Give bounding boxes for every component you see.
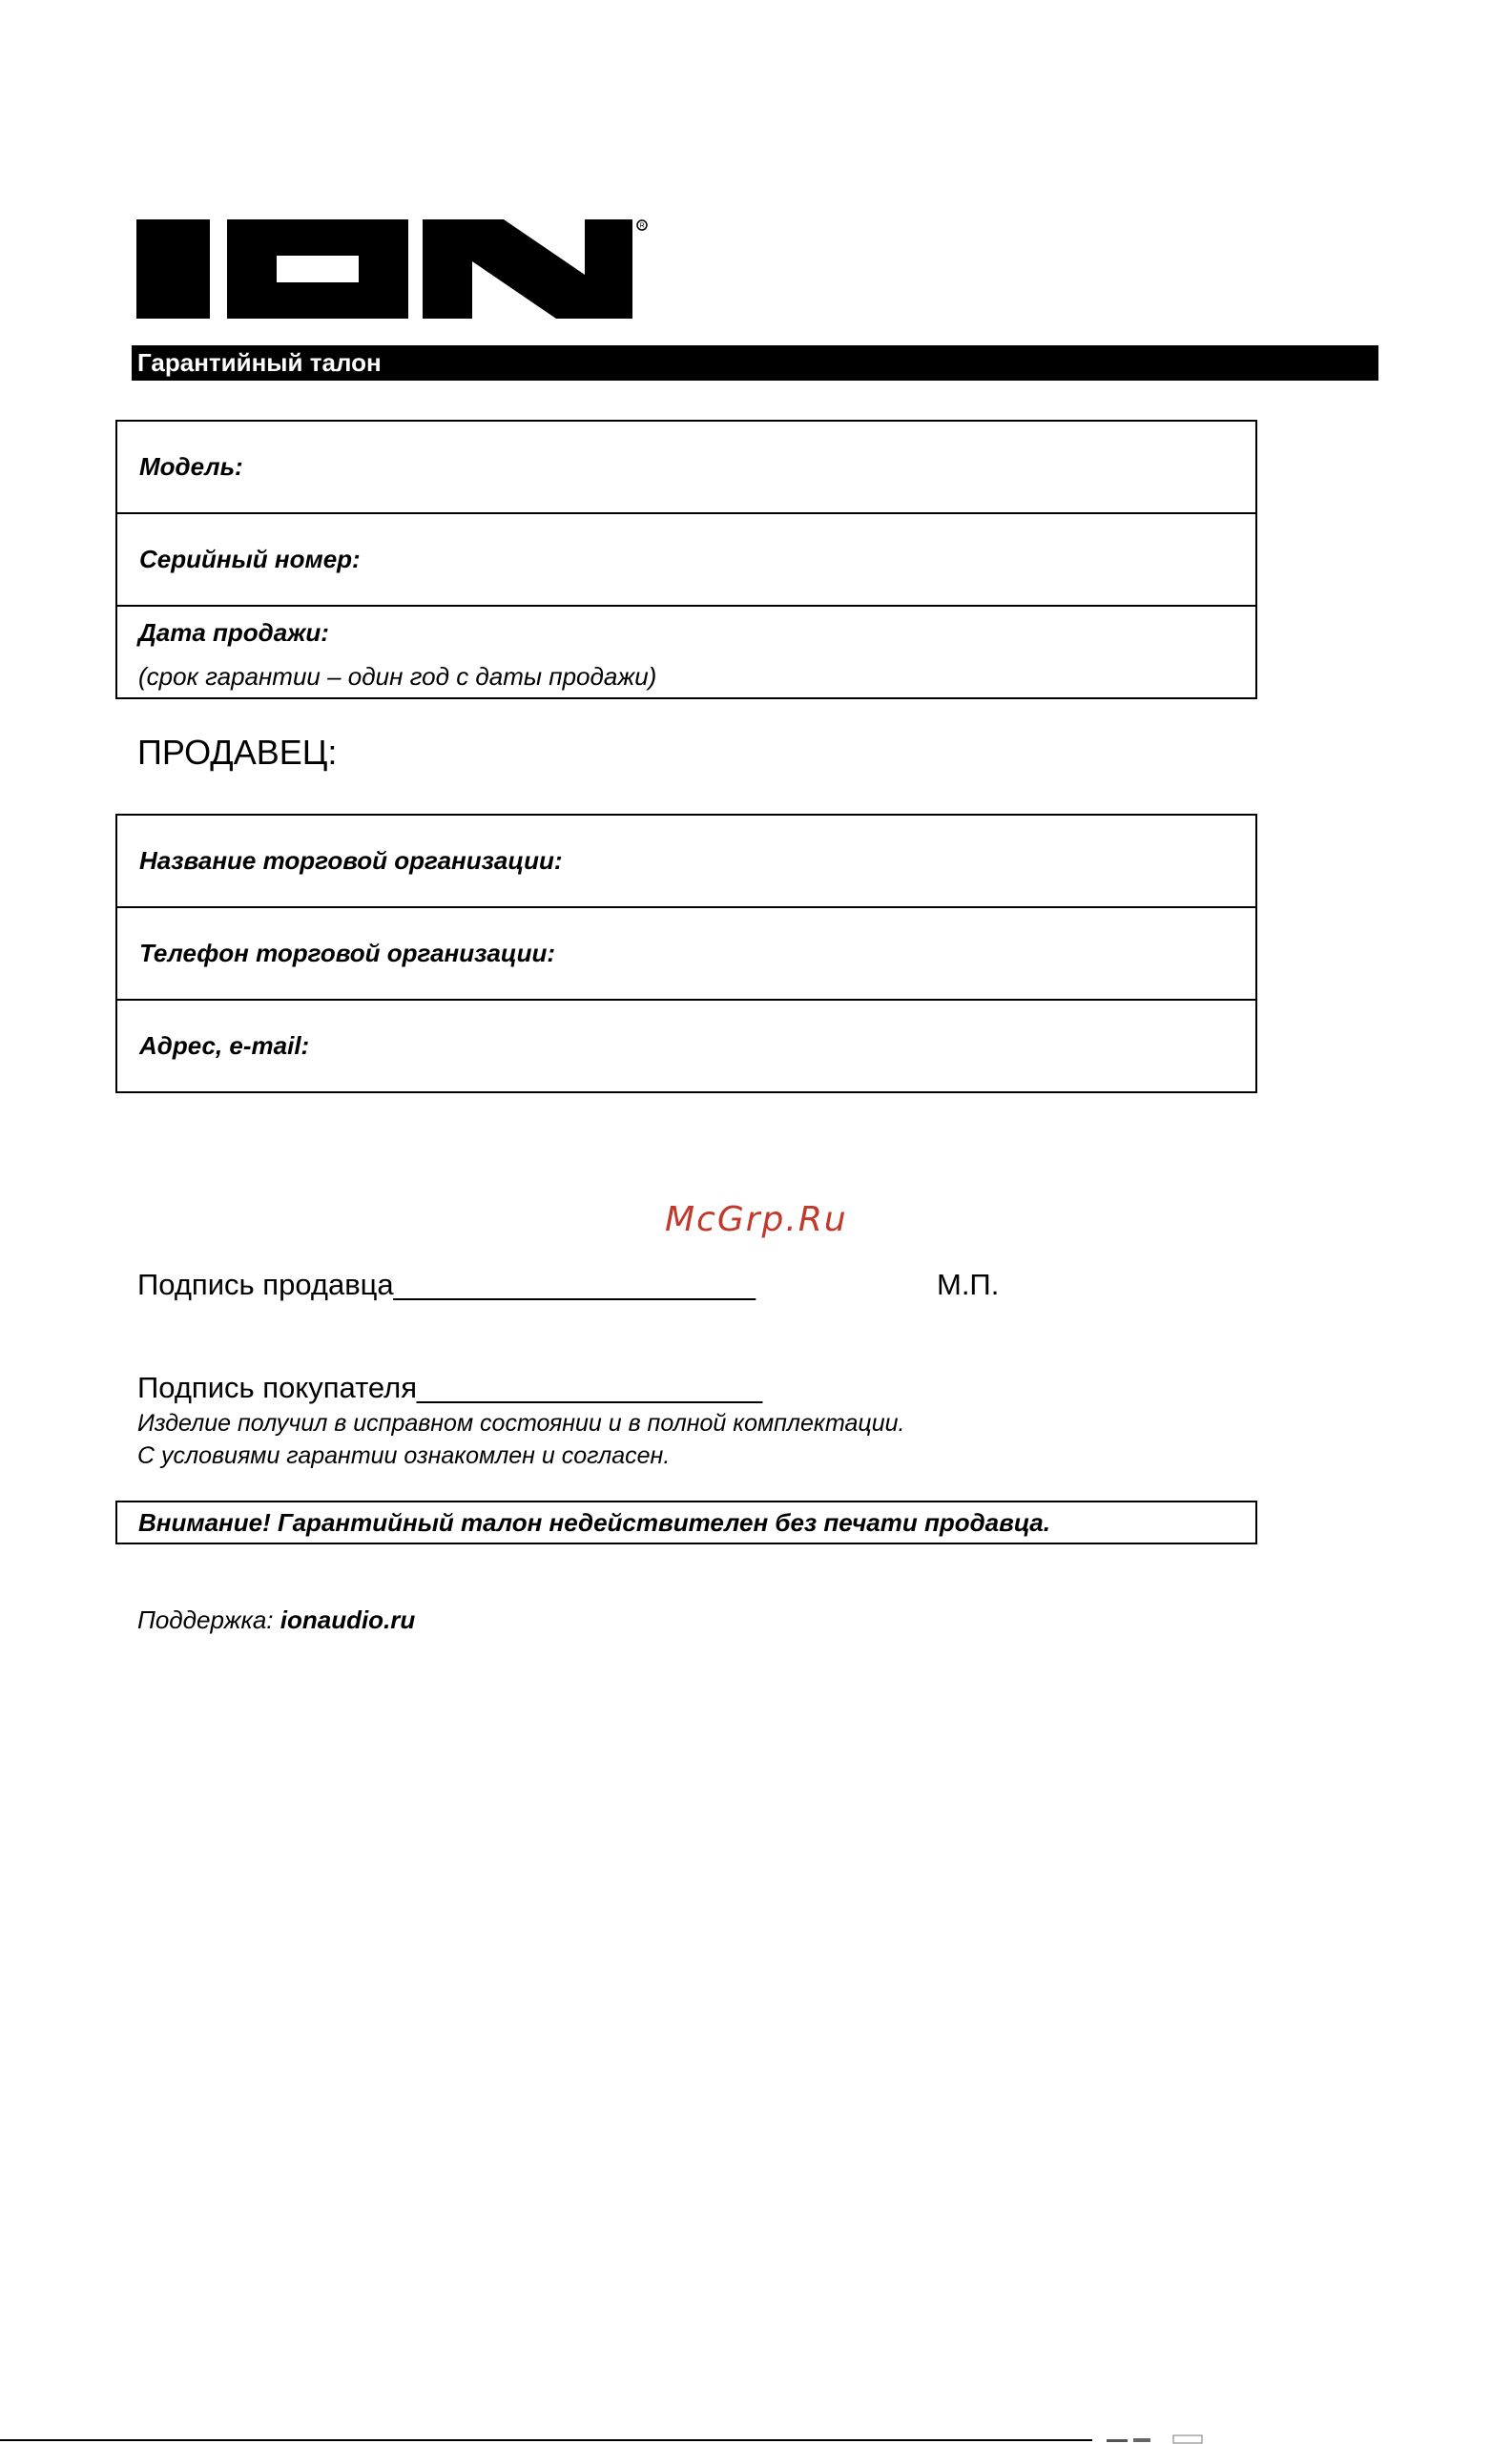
address-email-field[interactable] [116,1000,1256,1092]
page-title: Гарантийный талон [132,345,1378,381]
seller-heading: ПРОДАВЕЦ: [137,733,338,772]
support-label: Поддержка: [137,1605,280,1634]
table-row [116,421,1256,513]
buyer-note-line: С условиями гарантии ознакомлен и согласен. [137,1442,671,1469]
seller-signature-line[interactable]: Подпись продавца______________________ [137,1268,756,1301]
product-info-table [115,420,1257,699]
warning-notice: Внимание! Гарантийный талон недействителен без печати продавца. [115,1501,1257,1544]
serial-number-field[interactable] [116,513,1256,606]
table-row [116,513,1256,606]
warranty-period-note: (срок гарантии – один год с даты продажи) [138,662,657,691]
watermark: McGrp.Ru [665,1200,848,1239]
table-row [116,606,1256,698]
footer-marks-icon [1107,2434,1212,2444]
table-row [116,907,1256,1000]
model-field[interactable] [116,421,1256,513]
org-name-field[interactable] [116,815,1256,907]
support-info [137,1605,415,1635]
table-row [116,815,1256,907]
sale-date-field[interactable] [116,606,1256,698]
seller-info-table [115,814,1257,1093]
org-phone-label: Телефон торговой организации: [139,939,556,967]
svg-text:R: R [639,222,645,230]
bottom-divider [0,2439,1092,2441]
address-email-label: Адрес, e-mail: [139,1031,310,1060]
org-phone-field[interactable] [116,907,1256,1000]
stamp-placeholder: М.П. [937,1268,1000,1301]
sale-date-label: Дата продажи: [138,618,329,647]
model-label: Модель: [139,452,243,481]
buyer-signature-line[interactable]: Подпись покупателя_____________________ [137,1371,763,1404]
buyer-note-line: Изделие получил в исправном состоянии и в полной комплектации. [137,1410,905,1437]
ion-logo [136,219,652,319]
table-row [116,1000,1256,1092]
org-name-label: Название торговой организации: [139,846,563,875]
buyer-acknowledgement [137,1407,904,1472]
serial-number-label: Серийный номер: [139,545,361,573]
support-website-link[interactable]: ionaudio.ru [280,1605,416,1634]
